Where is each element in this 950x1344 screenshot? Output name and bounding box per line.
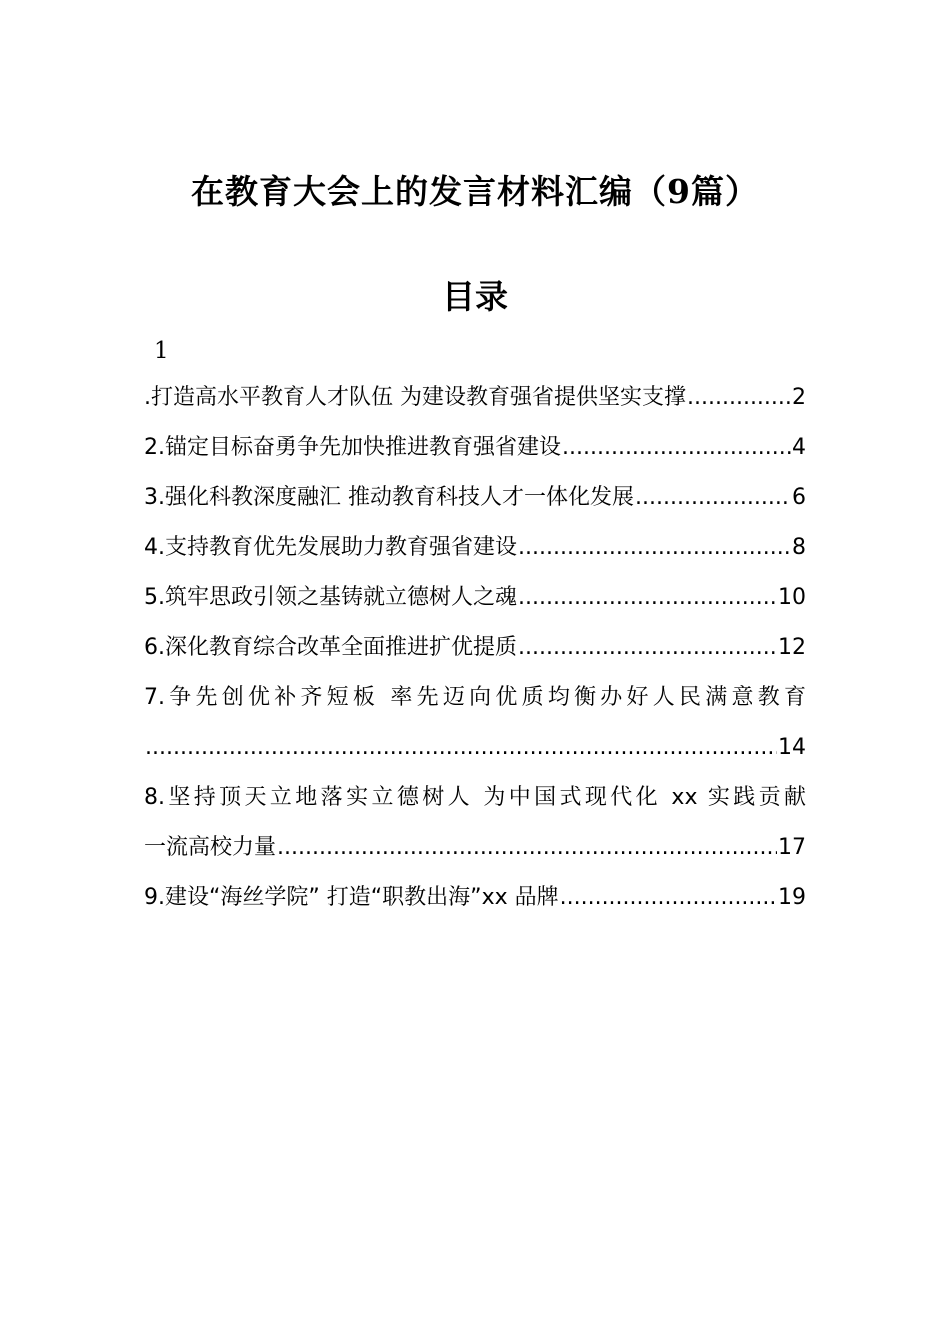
toc-entry-page: 17 — [778, 835, 806, 860]
toc-entry-title: 7.争先创优补齐短板 率先迈向优质均衡办好人民满意教育 — [144, 685, 806, 710]
toc-entry-page: 19 — [778, 885, 806, 910]
toc-entry-title: 2.锚定目标奋勇争先加快推进教育强省建设 — [144, 435, 561, 460]
toc-leader-dots — [635, 473, 791, 523]
toc-entry-8-line-1[interactable] — [144, 773, 806, 823]
toc-entry-4[interactable] — [144, 523, 806, 573]
toc-entry-page: 6 — [792, 485, 806, 510]
toc-heading: 目录 — [442, 277, 508, 316]
toc-entry-title: 3.强化科教深度融汇 推动教育科技人才一体化发展 — [144, 485, 634, 510]
toc-entry-page: 10 — [778, 585, 806, 610]
toc-leader-dots — [145, 723, 777, 773]
toc-entry-9[interactable] — [144, 873, 806, 923]
toc-entry-3[interactable] — [144, 473, 806, 523]
toc-entry-6[interactable] — [144, 623, 806, 673]
toc-entry-2[interactable] — [144, 423, 806, 473]
toc-entry-title-continued: 一流高校力量 — [144, 835, 277, 860]
toc-leader-dots — [518, 623, 777, 673]
toc-entry-page: 12 — [778, 635, 806, 660]
toc-entry-page: 14 — [778, 735, 806, 760]
toc-entry-page: 8 — [792, 535, 806, 560]
toc-entry-title: 6.深化教育综合改革全面推进扩优提质 — [144, 635, 517, 660]
toc-entry-title: .打造高水平教育人才队伍 为建设教育强省提供坚实支撑 — [144, 385, 686, 410]
toc-entry-8-line-2[interactable] — [144, 823, 806, 873]
toc-leader-dots — [518, 523, 791, 573]
toc-entry-page: 4 — [792, 435, 806, 460]
toc-leader-dots — [687, 373, 791, 423]
toc-entry-page: 2 — [792, 385, 806, 410]
toc-entry-5[interactable] — [144, 573, 806, 623]
toc-entry-title: 5.筑牢思政引领之基铸就立德树人之魂 — [144, 585, 517, 610]
toc-leader-dots — [560, 873, 777, 923]
toc-leader-dots — [518, 573, 777, 623]
toc-leader-dots — [277, 823, 777, 873]
toc-leader-dots — [562, 423, 791, 473]
toc-entry-title: 8.坚持顶天立地落实立德树人 为中国式现代化 xx 实践贡献 — [144, 785, 806, 810]
toc-entry-title: 9.建设“海丝学院” 打造“职教出海”xx 品牌 — [144, 885, 559, 910]
toc-stray-number: 1 — [154, 338, 169, 364]
toc-entry-7-line-1[interactable] — [144, 673, 806, 723]
toc-entry-7-line-2[interactable] — [144, 723, 806, 773]
toc-entry-title: 4.支持教育优先发展助力教育强省建设 — [144, 535, 517, 560]
document-title: 在教育大会上的发言材料汇编（9篇） — [191, 172, 759, 211]
toc-entry-1[interactable] — [144, 373, 806, 423]
table-of-contents — [144, 373, 806, 923]
